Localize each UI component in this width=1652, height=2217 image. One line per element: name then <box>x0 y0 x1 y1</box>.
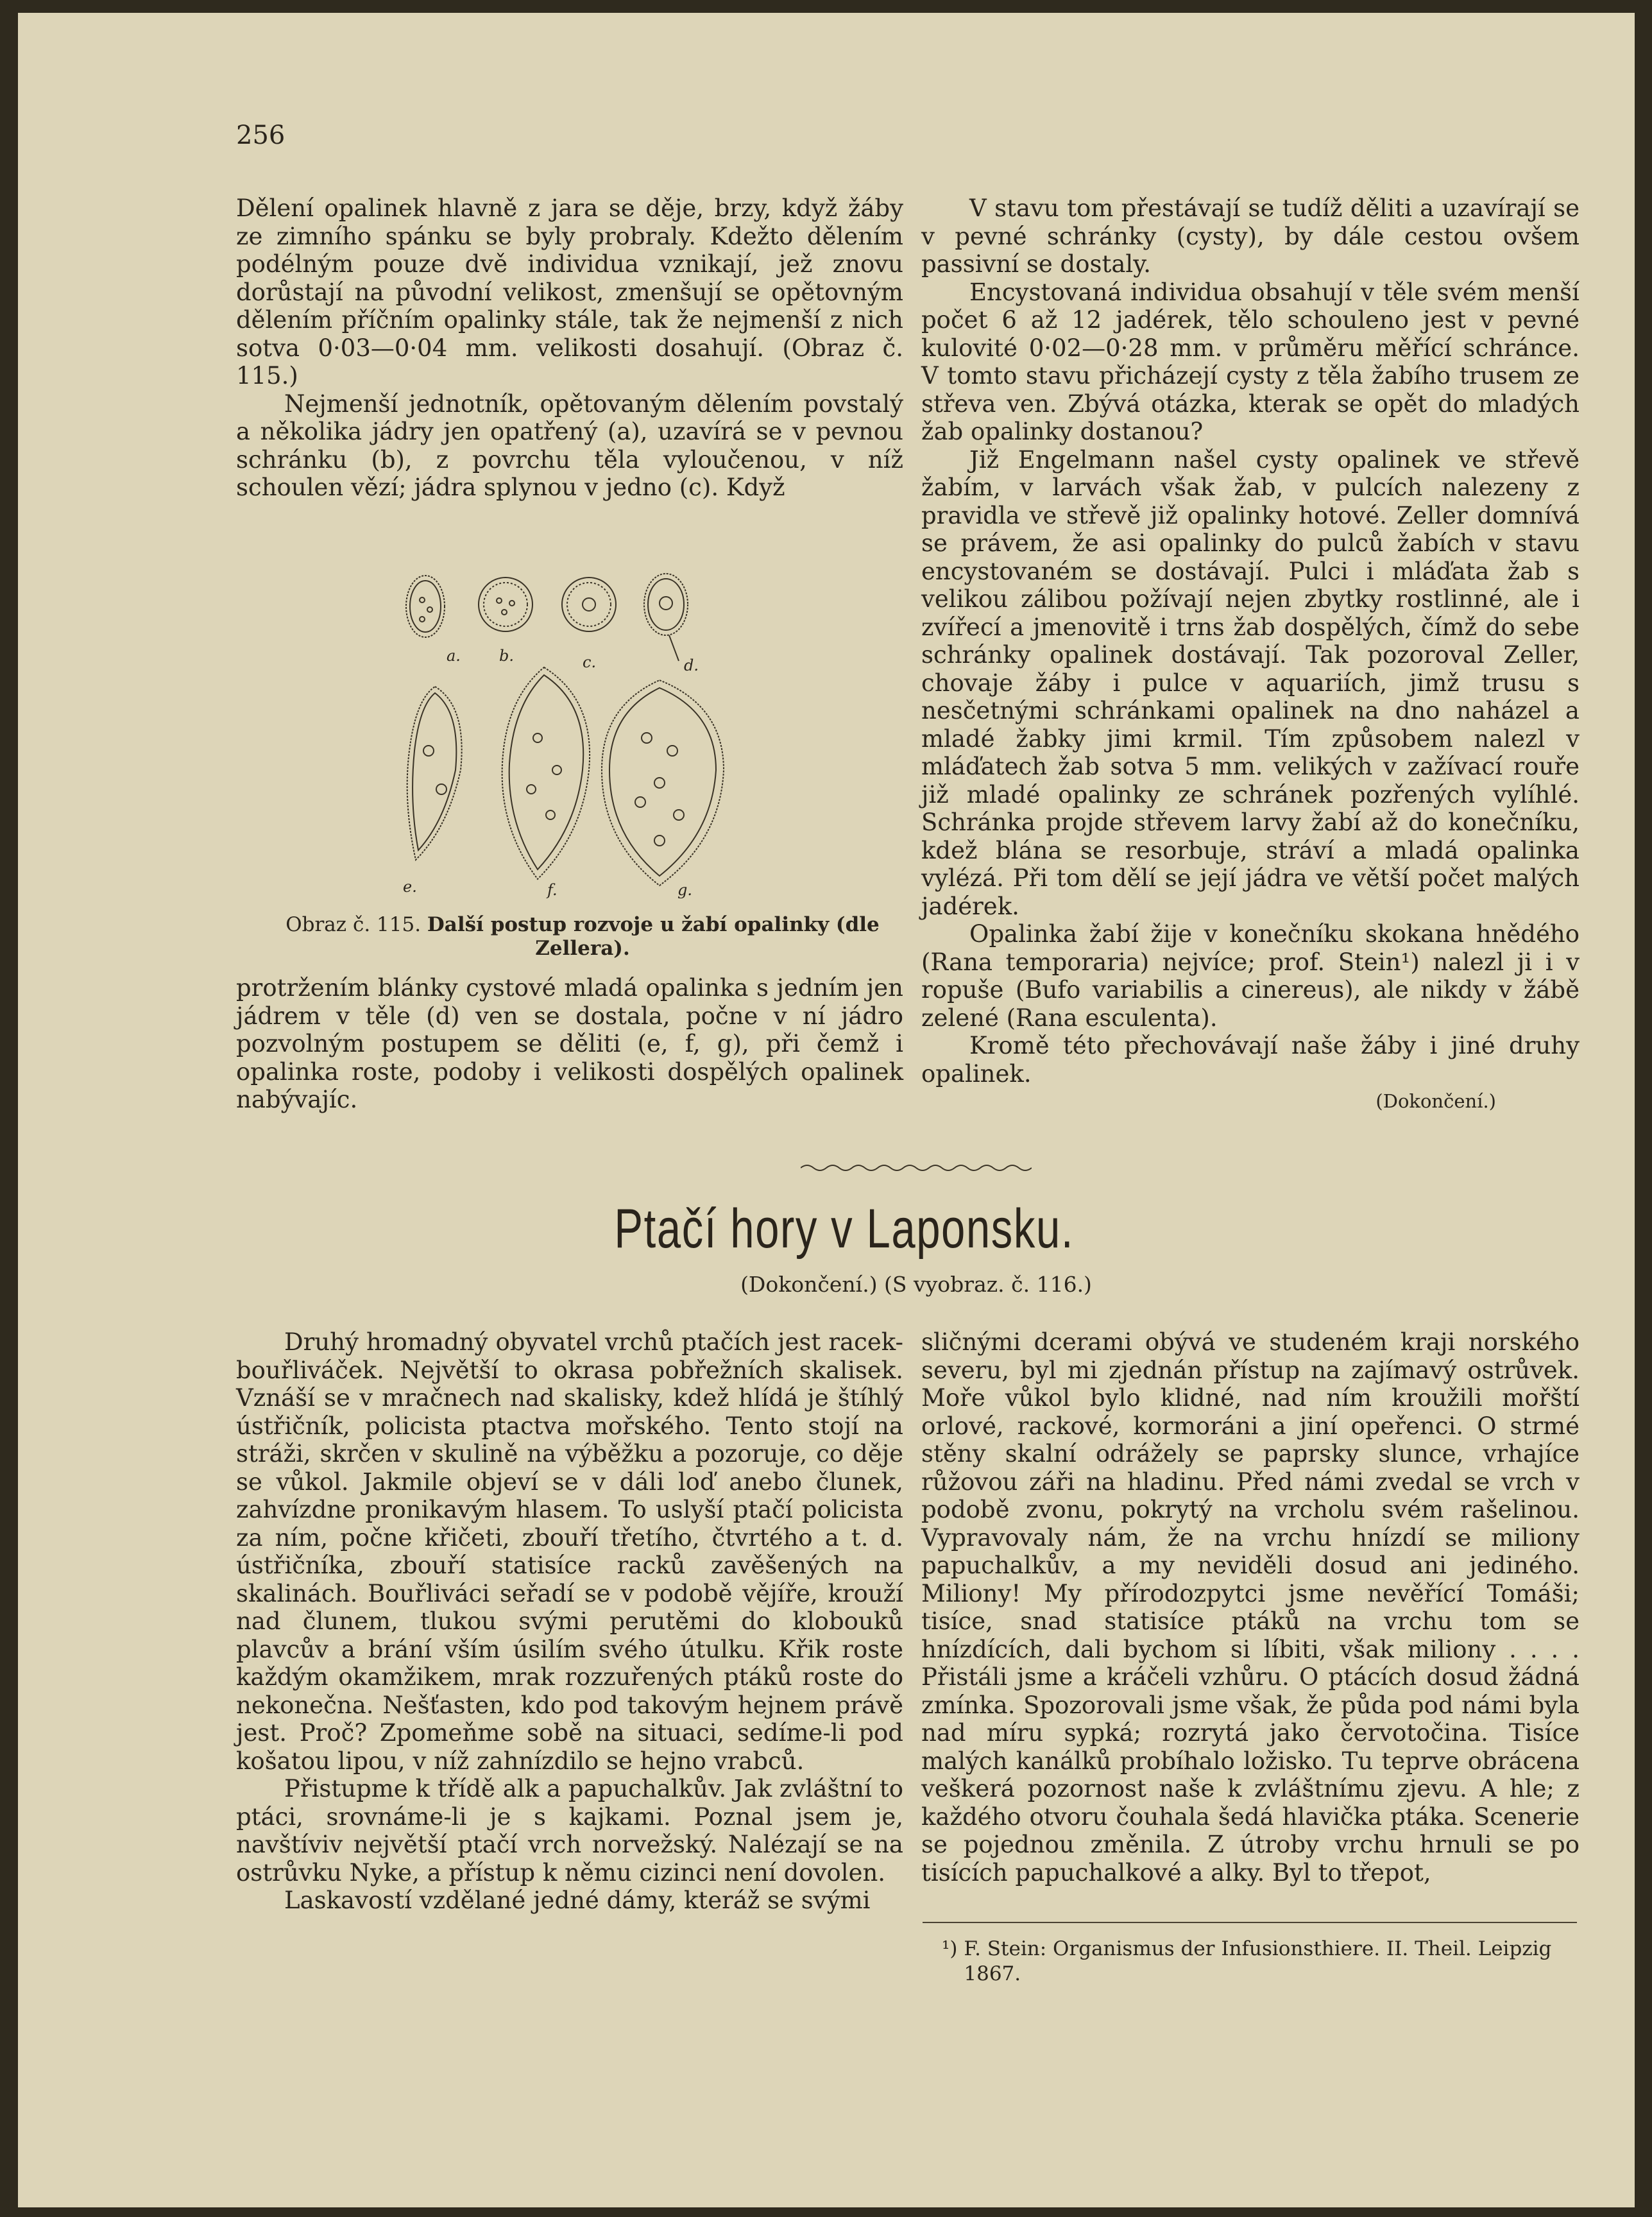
footnote-text: F. Stein: Organismus der Infusionsthiere. II. Theil. Leipzig 1867. <box>964 1937 1552 1985</box>
figure-cell-c <box>562 578 616 631</box>
paragraph: sličnými dcerami obývá ve studeném kraji norského severu, byl mi zjednán přístup na zajímavý ostrůvek. Moře vůkol bylo klidné, nad ním kroužili mořští orlové, rackové, kormoráni a jiní opeřenci. O strmé stěny skalní odrážely se paprsky slunce, vrhajíce růžovou záři na hladinu. Před námi zvedal se vrch v podobě zvonu, pokrytý na vrcholu svém rašelinou. Vypravovaly nám, že na vrchu hnízdí se miliony papuchalkův, a my neviděli dosud ani jediného. Miliony! My přírodozpytci jsme nevěřící Tomáši; tisíce, snad statisíce ptáků na vrchu tom se hnízdících, dali bychom si líbiti, však miliony . . . . Přistáli jsme a kráčeli vzhůru. O ptácích dosud žádná zmínka. Spozorovali jsme však, že půda pod námi byla nad míru sypká; rozrytá jako červotočina. Tisíce malých kanálků probíhalo ložisko. Tu teprve obrácena veškerá pozornost naše k zvláštnímu zjevu. A hle; z každého otvoru čouhala šedá hlavička ptáka. Scenerie se pojednou změnila. Z útroby vrchu hrnuli se po tisících papuchalkové a alky. Byl to třepot, <box>921 1328 1580 1887</box>
footnote-divider <box>923 1922 1577 1923</box>
figure-cell-f <box>502 667 590 879</box>
figure-label-b: b. <box>499 647 514 665</box>
figure-label-f: f. <box>547 881 558 898</box>
opalinka-development-figure <box>377 558 762 898</box>
article1-left-column-continued <box>236 974 903 1114</box>
figure-cell-d <box>644 574 688 661</box>
page-number: 256 <box>236 121 285 150</box>
article2-right-column <box>921 1328 1580 1887</box>
figure-caption-prefix: Obraz č. 115. <box>285 913 422 936</box>
paragraph: Dělení opalinek hlavně z jara se děje, brzy, když žáby ze zimního spánku se byly probraly. Kdežto dělením podélným pouze dvě individua vznikají, jež znovu dorůstají na původní velikost, zmenšují se opětovným dělením příčním opalinky stále, tak že nejmenší z nich sotva 0·03—0·04 mm. velikosti dosahují. (Obraz č. 115.) <box>236 194 903 389</box>
footnote <box>942 1937 1577 1987</box>
figure-cell-g <box>602 680 724 886</box>
figure-label-e: e. <box>403 878 417 896</box>
footnote-marker: ¹) <box>942 1937 958 1960</box>
book-page <box>18 13 1635 2207</box>
figure-label-c: c. <box>583 653 597 671</box>
figure-caption-text: Další postup rozvoje u žabí opalinky (dle Zellera). <box>427 913 880 960</box>
paragraph: protržením blánky cystové mladá opalinka s jedním jen jádrem v těle (d) ven se dostala, počne v ní jádro pozvolným postupem se děliti (e, f, g), při čemž i opalinka roste, podoby i velikosti dospělých opalinek nabývajíc. <box>236 974 903 1113</box>
continued-note: (Dokončení.) <box>1375 1090 1496 1112</box>
paragraph: Encystovaná individua obsahují v těle svém menší počet 6 až 12 jadérek, tělo schouleno jest v pevné kulovité 0·02—0·28 mm. v průměru měřící schránce. V tomto stavu přicházejí cysty z těla žabího trusem ze střeva ven. Zbývá otázka, kterak se opět do mladých žab opalinky dostanou? <box>921 278 1580 445</box>
article-title: Ptačí hory v Laponsku. <box>614 1198 1075 1260</box>
figure-cell-b <box>479 578 532 631</box>
paragraph: Kromě této přechovávají naše žáby i jiné druhy opalinek. <box>921 1032 1580 1088</box>
figure-label-a: a. <box>447 647 461 665</box>
figure-label-g: g. <box>677 881 692 898</box>
paragraph: Druhý hromadný obyvatel vrchů ptačích jest racek-bouřliváček. Největší to okrasa pobřežních skalisek. Vznáší se v mračnech nad skalisky, kdež hlídá je štíhlý ústřičník, policista ptactva mořského. Tento stojí na stráži, skrčen v skulině na výběžku a pozoruje, co děje se vůkol. Jakmile objeví se v dáli loď anebo člunek, zahvízdne pronikavým hlasem. To uslyší ptačí policista za ním, počne křičeti, zbouří třetího, čtvrtého a t. d. ústřičníka, zbouří statisíce racků zavěšených na skalinách. Bouřliváci seřadí se v podobě vějíře, krouží nad člunem, tlukou svými perutěmi do klobouků plavcův a brání vším úsilím svého útulku. Křik roste každým okamžikem, mrak rozzuřených ptáků roste do nekonečna. Nešťasten, kdo pod takovým hejnem právě jest. Proč? Zpomeňme sobě na situaci, sedíme-li pod košatou lipou, v níž zahnízdilo se hejno vrabců. <box>236 1328 903 1775</box>
paragraph: Nejmenší jednotník, opětovaným dělením povstalý a několika jádry jen opatřený (a), uzavírá se v pevnou schránku (b), z povrchu těla vyloučenou, v níž schoulen vězí; jádra splynou v jedno (c). Když <box>236 389 903 501</box>
paragraph: V stavu tom přestávají se tudíž děliti a uzavírají se v pevné schránky (cysty), by dále cestou ovšem passivní se dostaly. <box>921 194 1580 278</box>
figure-cell-a <box>406 576 445 637</box>
paragraph: Laskavostí vzdělané jedné dámy, kteráž se svými <box>284 1887 871 1914</box>
figure-caption <box>255 913 910 961</box>
paragraph: Opalinka žabí žije v konečníku skokana hnědého (Rana temporaria) nejvíce; prof. Stein¹) nalezl ji i v ropuše (Bufo variabilis a cinereus), ale nikdy v žábě zelené (Rana esculenta). <box>921 920 1580 1032</box>
section-ornament <box>801 1161 1032 1174</box>
figure-cell-e <box>407 687 462 860</box>
article-subtitle: (Dokončení.) (S vyobraz. č. 116.) <box>740 1272 1092 1297</box>
article1-left-column <box>236 194 903 502</box>
figure-label-d: d. <box>684 656 699 674</box>
article2-left-column <box>236 1328 903 1915</box>
paragraph: Přistupme k třídě alk a papuchalkův. Jak zvláštní to ptáci, srovnáme-li je s kajkami. Poznal jsem je, navštíviv největší ptačí vrch norvežský. Nalézají se na ostrůvku Nyke, a přístup k němu cizinci není dovolen. <box>236 1775 903 1887</box>
article1-right-column <box>921 194 1580 1116</box>
paragraph: Již Engelmann našel cysty opalinek ve střevě žabím, v larvách však žab, v pulcích nalezeny z pravidla ve střevě již opalinky hotové. Zeller domnívá se právem, že asi opalinky do pulců žabích v stavu encystovaném se dostávají. Pulci i mláďata žab s velikou zálibou požívají nejen zbytky rostlinné, ale i zvířecí a jmenovitě i trns žab dospělých, čímž do sebe schránky opalinek dostávají. Tak pozoroval Zeller, chovaje žáby i pulce v aquariích, jimž trusu s nesčetnými schránkami opalinek na dno naházel a mladé žabky jimi krmil. Tím způsobem nalezl v mláďatech žab sotva 5 mm. velikých v zažívací rouře již mladé opalinky ze schránek pozřených vylíhlé. Schránka projde střevem larvy žabí až do konečníku, kdež blána se resorbuje, stráví a mladá opalinka vylézá. Při tom dělí se její jádra ve větší počet malých jadérek. <box>921 445 1580 920</box>
